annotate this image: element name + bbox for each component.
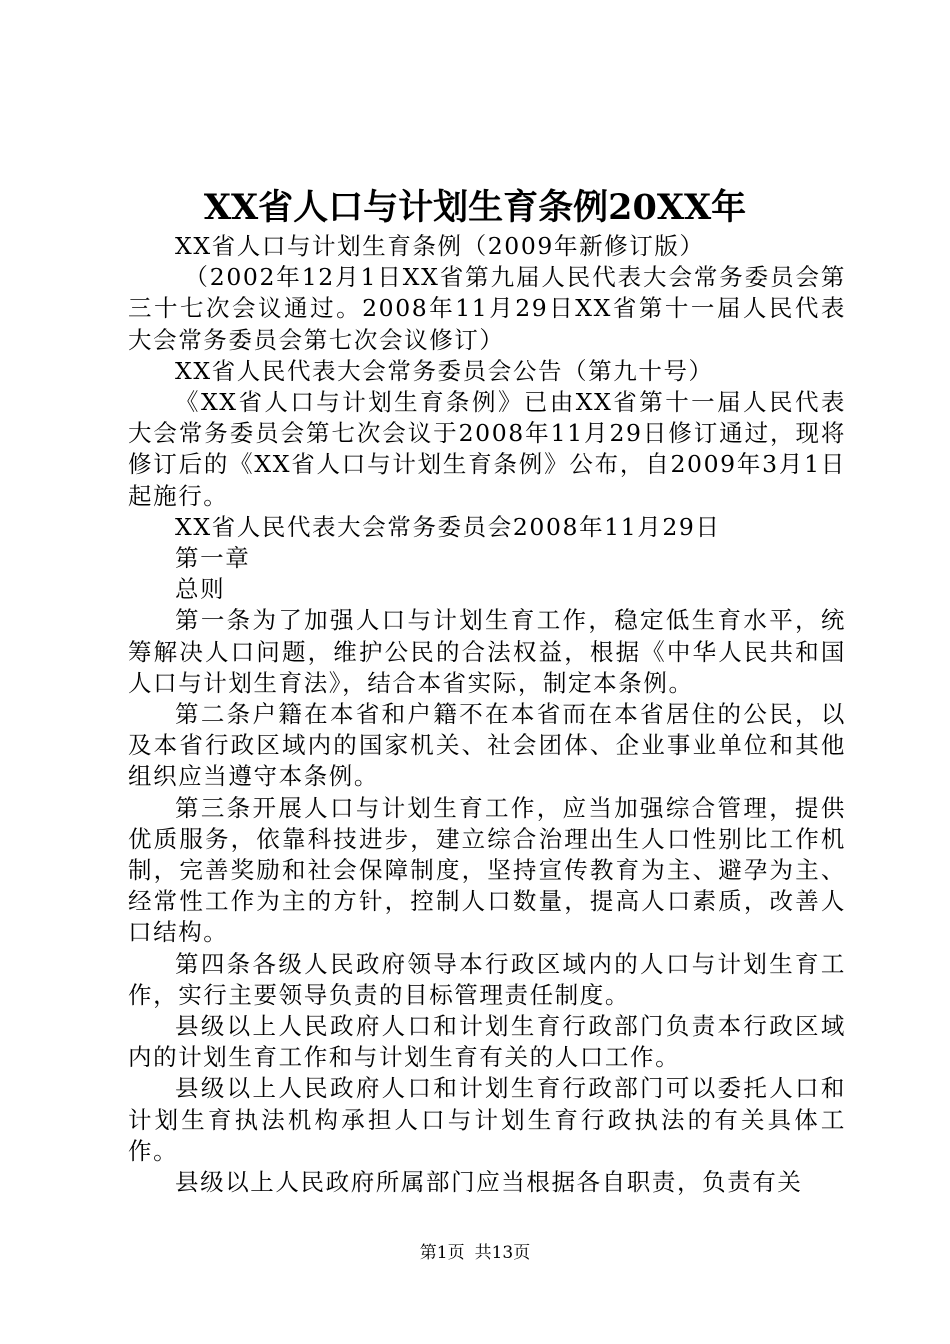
document-title: XX省人口与计划生育条例20XX年: [203, 187, 747, 228]
paragraph-announcement-title: XX省人民代表大会常务委员会公告（第九十号）: [175, 356, 714, 385]
chapter-title: 总则: [175, 575, 226, 604]
paragraph-enactment-note: （2002年12月1日XX省第九届人民代表大会常务委员会第三十七次会议通过。2008年11月29日XX省第十一届人民代表大会常务委员会第七次会议修订）: [128, 263, 846, 354]
page-total: 共13页: [474, 1243, 531, 1263]
document-body: [128, 231, 846, 1198]
article-1: 第一条为了加强人口与计划生育工作，稳定低生育水平，统筹解决人口问题，维护公民的合法权益，根据《中华人民共和国人口与计划生育法》，结合本省实际，制定本条例。: [128, 606, 846, 697]
page-footer: [0, 1241, 950, 1265]
article-3: 第三条开展人口与计划生育工作，应当加强综合管理，提供优质服务，依靠科技进步，建立综合治理出生人口性别比工作机制，完善奖励和社会保障制度，坚持宣传教育为主、避孕为主、经常性工作为主的方针，控制人口数量，提高人口素质，改善人口结构。: [128, 793, 846, 947]
article-2: 第二条户籍在本省和户籍不在本省而在本省居住的公民，以及本省行政区域内的国家机关、社会团体、企业事业单位和其他组织应当遵守本条例。: [128, 700, 846, 791]
paragraph-announcement-body: 《XX省人口与计划生育条例》已由XX省第十一届人民代表大会常务委员会第七次会议于2008年11月29日修订通过，现将修订后的《XX省人口与计划生育条例》公布，自2009年3月1日起施行。: [128, 388, 846, 510]
article-4-clause-4: 县级以上人民政府所属部门应当根据各自职责，负责有关: [175, 1168, 803, 1197]
article-4: 第四条各级人民政府领导本行政区域内的人口与计划生育工作，实行主要领导负责的目标管理责任制度。: [128, 949, 846, 1009]
chapter-heading: 第一章: [175, 544, 251, 573]
article-4-clause-2: 县级以上人民政府人口和计划生育行政部门负责本行政区域内的计划生育工作和与计划生育有关的人口工作。: [128, 1012, 846, 1072]
paragraph-issuer-date: XX省人民代表大会常务委员会2008年11月29日: [175, 512, 721, 541]
article-4-clause-3: 县级以上人民政府人口和计划生育行政部门可以委托人口和计划生育执法机构承担人口与计划生育行政执法的有关具体工作。: [128, 1074, 846, 1165]
page-number: 第1页: [419, 1243, 465, 1263]
paragraph-subtitle: XX省人口与计划生育条例（2009年新修订版）: [175, 232, 705, 260]
